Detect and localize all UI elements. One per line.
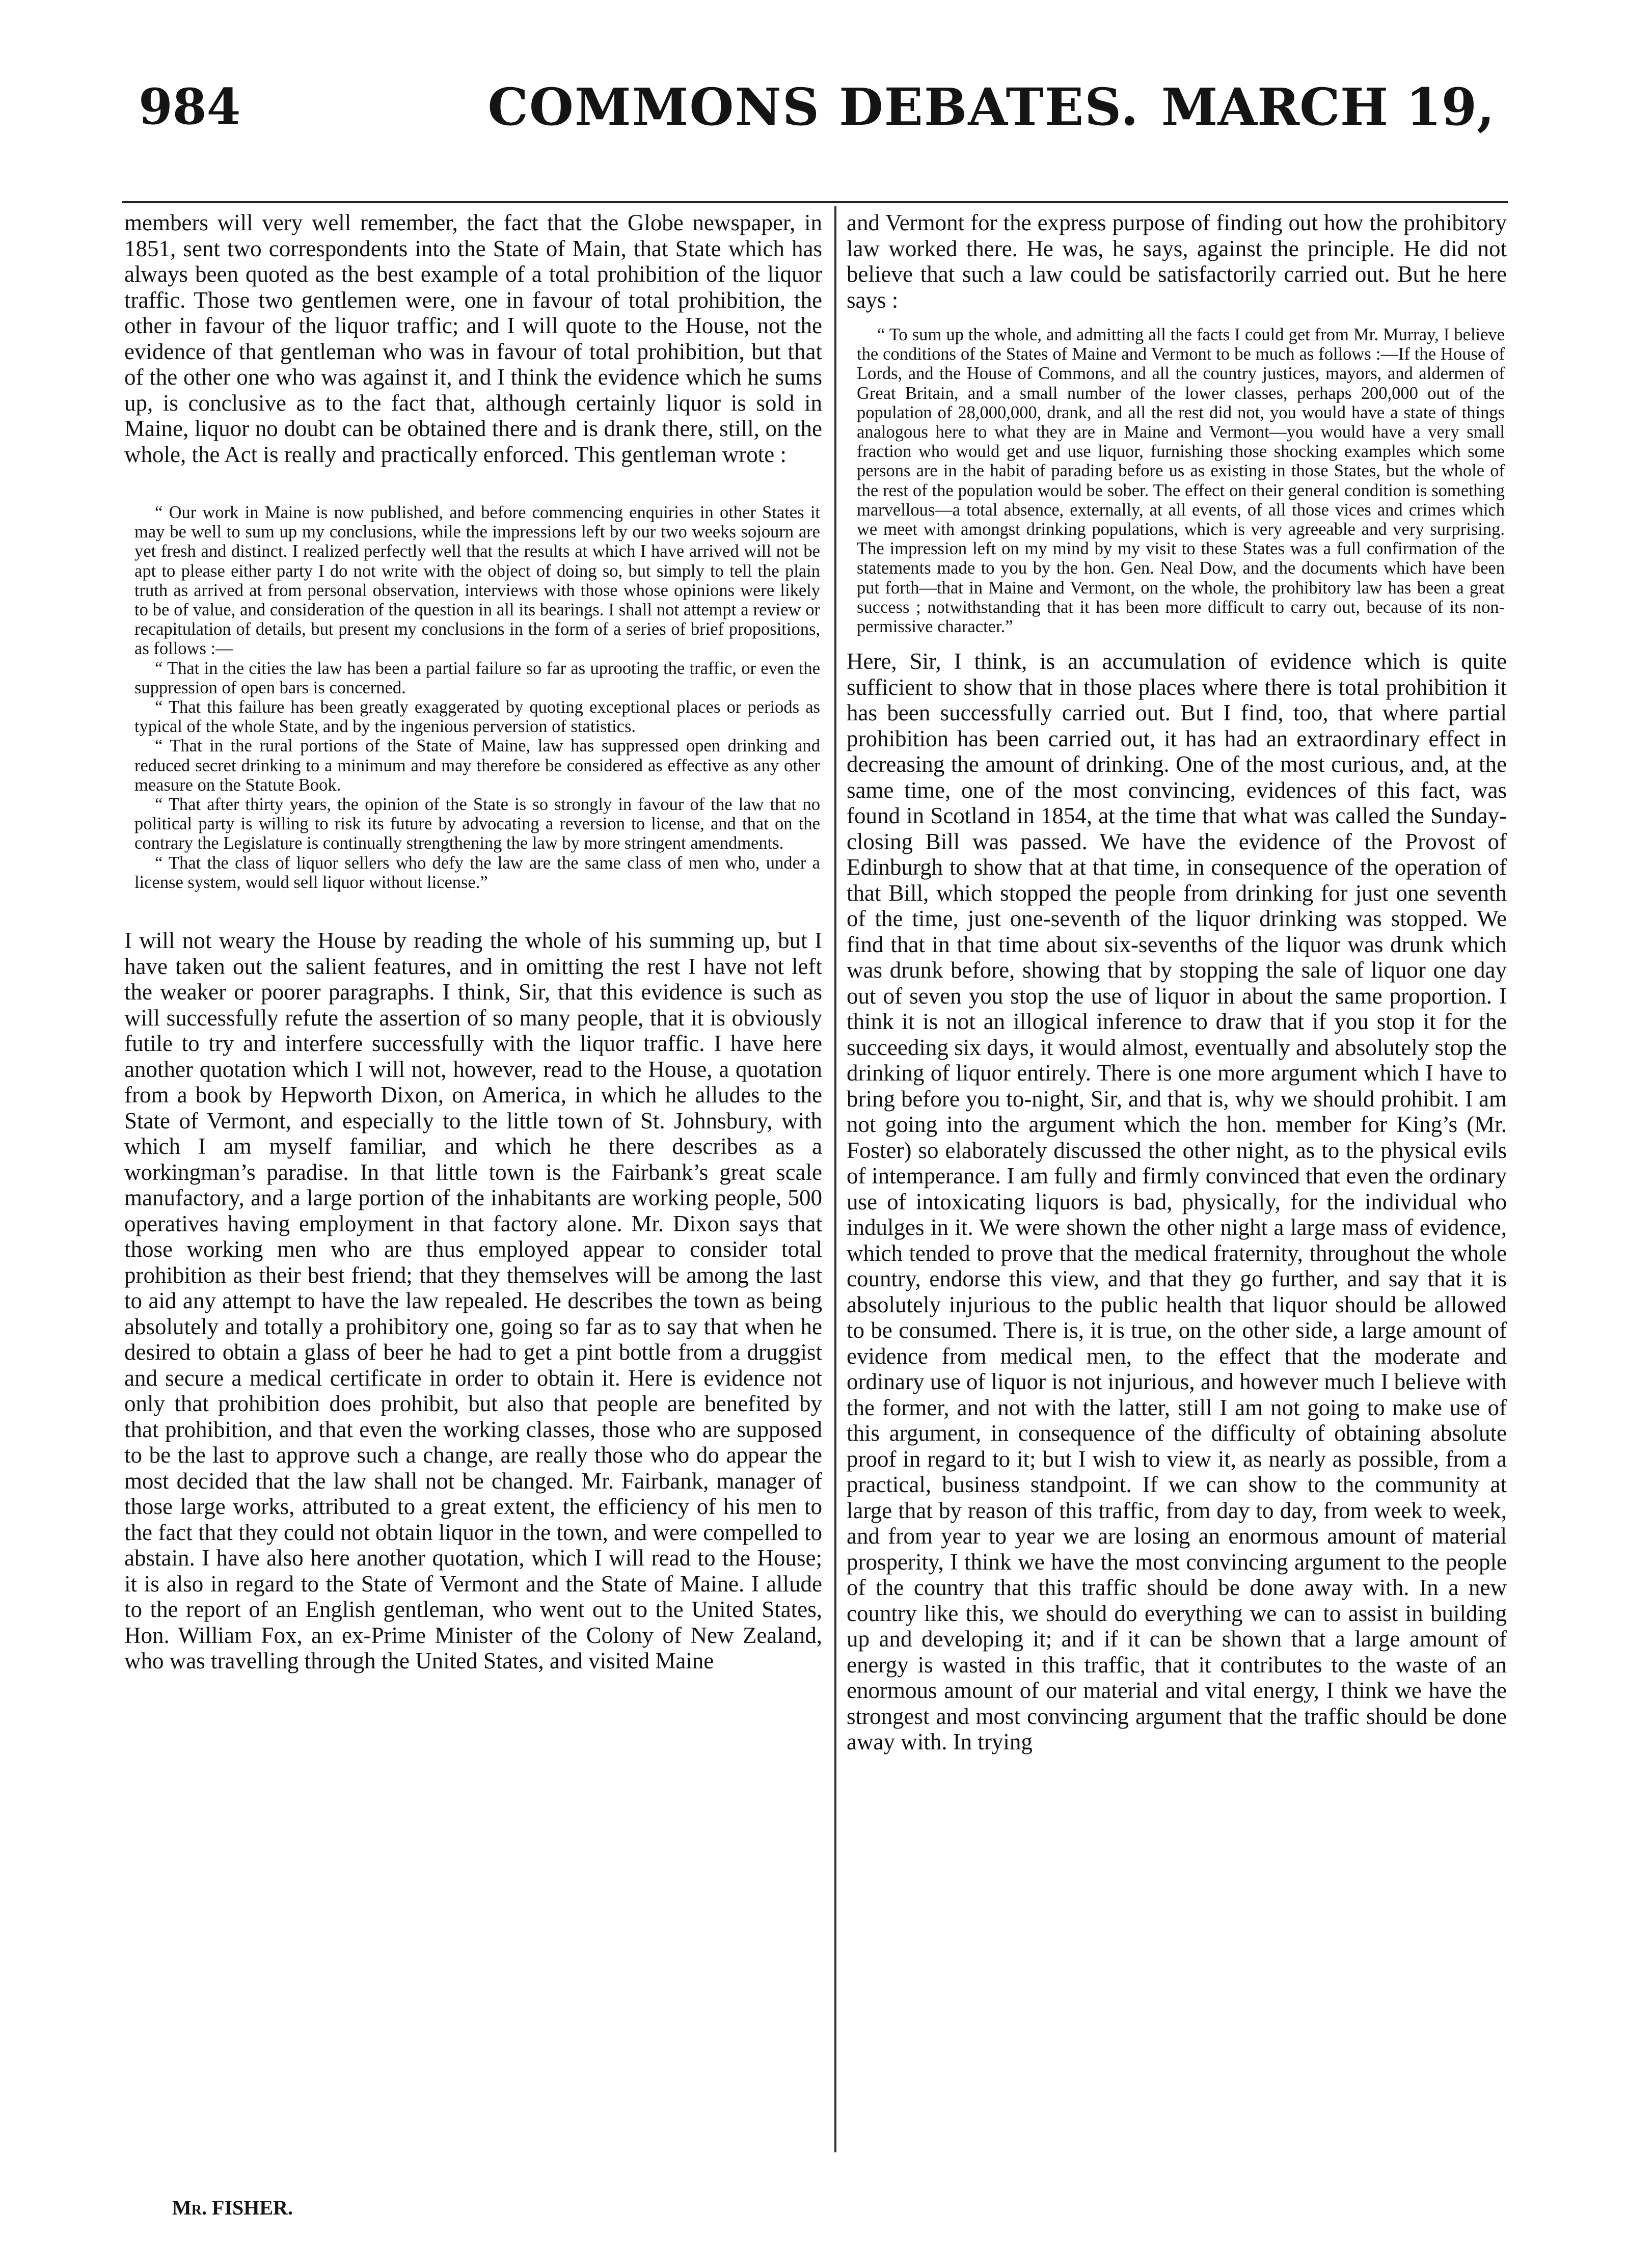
quote-paragraph: “ That the class of liquor sellers who defy the law are the same class of men who, under a license system, would sell liquor without license.” <box>134 853 820 892</box>
left-paragraph-1: members will very well remember, the fact that the Globe newspaper, in 1851, sent two correspondents into the State of Main, that State which has always been quoted as the best example of a total prohibition of the liquor traffic. Those two gentlemen were, one in favour of total prohibition, the other in favour of the liquor traffic; and I will quote to the House, not the evidence of that gentleman who was in favour of total prohibition, but that of the other one who was against it, and I think the evidence which he sums up, is conclusive as to the fact that, although certainly liquor is sold in Maine, liquor no doubt can be obtained there and is drank there, still, on the whole, the Act is really and practically enforced. This gentleman wrote : <box>124 210 822 467</box>
right-paragraph-1: and Vermont for the express purpose of finding out how the prohibitory law worked there. He was, he says, against the principle. He did not believe that such a law could be satisfactorily carried out. But he here says : <box>847 210 1507 313</box>
quote-paragraph: “ That this failure has been greatly exaggerated by quoting exceptional places or periods as typical of the whole State, and by the ingenious perversion of statistics. <box>134 697 820 737</box>
page-header <box>0 76 1627 138</box>
speaker-signature: Mr. FISHER. <box>172 2196 293 2219</box>
right-paragraph-2: Here, Sir, I think, is an accumulation of evidence which is quite sufficient to show that in those places where there is total prohibition it has been successfully carried out. But I find, too, that where partial prohibition has been carried out, it has had an extraordinary effect in decreasing the amount of drinking. One of the most curious, and, at the same time, one of the most convincing, evidences of this fact, was found in Scotland in 1854, at the time that what was called the Sunday-closing Bill was passed. We have the evidence of the Provost of Edinburgh to show that at that time, in consequence of the operation of that Bill, which stopped the people from drinking for just one seventh of the time, just one-seventh of the liquor drinking was stopped. We find that in that time about six-sevenths of the liquor was drunk which was drunk before, showing that by stopping the sale of liquor one day out of seven you stop the use of liquor in about the same proportion. I think it is not an illogical inference to draw that if you stop it for the succeeding six days, it would almost, eventually and absolutely stop the drinking of liquor entirely. There is one more argument which I have to bring before you to-night, Sir, and that is, why we should prohibit. I am not going into the argument which the hon. member for King’s (Mr. Foster) so elaborately discussed the other night, as to the physical evils of intemperance. I am fully and firmly convinced that even the ordinary use of intoxicating liquors is bad, physically, for the individual who indulges in it. We were shown the other night a large mass of evidence, which tended to prove that the medical fraternity, throughout the whole country, endorse this view, and that they go further, and say that it is absolutely injurious to the public health that liquor should be allowed to be consumed. There is, it is true, on the other side, a large amount of evidence from medical men, to the effect that the moderate and ordinary use of liquor is not injurious, and however much I believe with the former, and not with the latter, still I am not going to make use of this argument, in consequence of the difficulty of obtaining absolute proof in regard to it; but I wish to view it, as nearly as possible, from a practical, business standpoint. If we can show to the community at large that by reason of this traffic, from day to day, from week to week, and from year to year we are losing an enormous amount of material prosperity, I think we have the most convincing argument to the people of the country that this traffic should be done away with. In a new country like this, we should do everything we can to assist in building up and developing it; and if it can be shown that a large amount of energy is wasted in this traffic, that it contributes to the waste of an enormous amount of our material and vital energy, I think we have the strongest and most convincing argument that the traffic should be done away with. In trying <box>847 649 1507 1755</box>
page-date: MARCH 19, <box>1161 77 1495 137</box>
quote-paragraph: “ That after thirty years, the opinion of the State is so strongly in favour of the law that no political party is willing to risk its future by advocating a reversion to license, and that on the contrary the Legislature is continually strengthening the law by more stringent amendments. <box>134 795 820 853</box>
quote-paragraph: “ That in the cities the law has been a partial failure so far as uprooting the traffic, or even the suppression of open bars is concerned. <box>134 658 820 697</box>
left-quotation <box>134 503 820 892</box>
publication-title: COMMONS DEBATES. <box>487 77 1140 137</box>
column-divider <box>834 206 836 2152</box>
right-quotation <box>857 325 1505 636</box>
quote-paragraph: “ Our work in Maine is now published, and before commencing enquiries in other States it may be well to sum up my conclusions, while the impressions left by our two weeks sojourn are yet fresh and distinct. I realized perfectly well that the results at which I have arrived will not be apt to please either party I do not write with the object of doing so, but simply to tell the plain truth as arrived at from personal observation, interviews with those whose opinions were likely to be of value, and consideration of the question in all its bearings. I shall not attempt a review or recapitulation of details, but present my conclusions in the form of a series of brief propositions, as follows :— <box>134 503 820 659</box>
left-column <box>124 210 822 1674</box>
right-column <box>847 210 1507 1755</box>
quote-paragraph: “ That in the rural portions of the State of Maine, law has suppressed open drinking and reduced secret drinking to a minimum and may therefore be considered as effective as any other measure on the Statute Book. <box>134 736 820 795</box>
page-number: 984 <box>139 78 241 136</box>
header-rule <box>122 201 1508 203</box>
quote-paragraph: “ To sum up the whole, and admitting all the facts I could get from Mr. Murray, I believe the conditions of the States of Maine and Vermont to be much as follows :—If the House of Lords, and the House of Commons, and all the country justices, mayors, and aldermen of Great Britain, and a small number of the lower classes, perhaps 200,000 out of the population of 28,000,000, drank, and all the rest did not, you would have a state of things analogous here to what they are in Maine and Vermont—you would have a very small fraction who would get and use liquor, furnishing those shocking examples which some persons are in the habit of parading before us as existing in those States, but the whole of the rest of the population would be sober. The effect on their general condition is something marvellous—a total absence, externally, at all events, of all those vices and crimes which we meet with amongst drinking populations, which is very agreeable and very surprising. The impression left on my mind by my visit to these States was a full confirmation of the statements made to you by the hon. Gen. Neal Dow, and the documents which have been put forth—that in Maine and Vermont, on the whole, the prohibitory law has been a great success ; notwithstanding that it has been more difficult to carry out, because of its non-permissive character.” <box>857 325 1505 637</box>
left-paragraph-2: I will not weary the House by reading the whole of his summing up, but I have taken out the salient features, and in omitting the rest I have not left the weaker or poorer paragraphs. I think, Sir, that this evidence is such as will successfully refute the assertion of so many people, that it is obviously futile to try and interfere successfully with the liquor traffic. I have here another quotation which I will not, however, read to the House, a quotation from a book by Hepworth Dixon, on America, in which he alludes to the State of Vermont, and especially to the little town of St. Johnsbury, with which I am myself familiar, and which he there describes as a workingman’s paradise. In that little town is the Fairbank’s great scale manufactory, and a large portion of the inhabitants are working people, 500 operatives having employment in that factory alone. Mr. Dixon says that those working men who are thus employed appear to consider total prohibition as their best friend; that they themselves will be among the last to aid any attempt to have the law repealed. He describes the town as being absolutely and totally a prohibitory one, going so far as to say that when he desired to obtain a glass of beer he had to get a pint bottle from a druggist and secure a medical certificate in order to obtain it. Here is evidence not only that prohibition does prohibit, but also that people are benefited by that prohibition, and that even the working classes, those who are supposed to be the last to approve such a change, are really those who do appear the most decided that the law shall not be changed. Mr. Fairbank, manager of those large works, attributed to a great extent, the efficiency of his men to the fact that they could not obtain liquor in the town, and were compelled to abstain. I have also here another quotation, which I will read to the House; it is also in regard to the State of Vermont and the State of Maine. I allude to the report of an English gentleman, who went out to the United States, Hon. William Fox, an ex-Prime Minister of the Colony of New Zealand, who was travelling through the United States, and visited Maine <box>124 928 822 1674</box>
